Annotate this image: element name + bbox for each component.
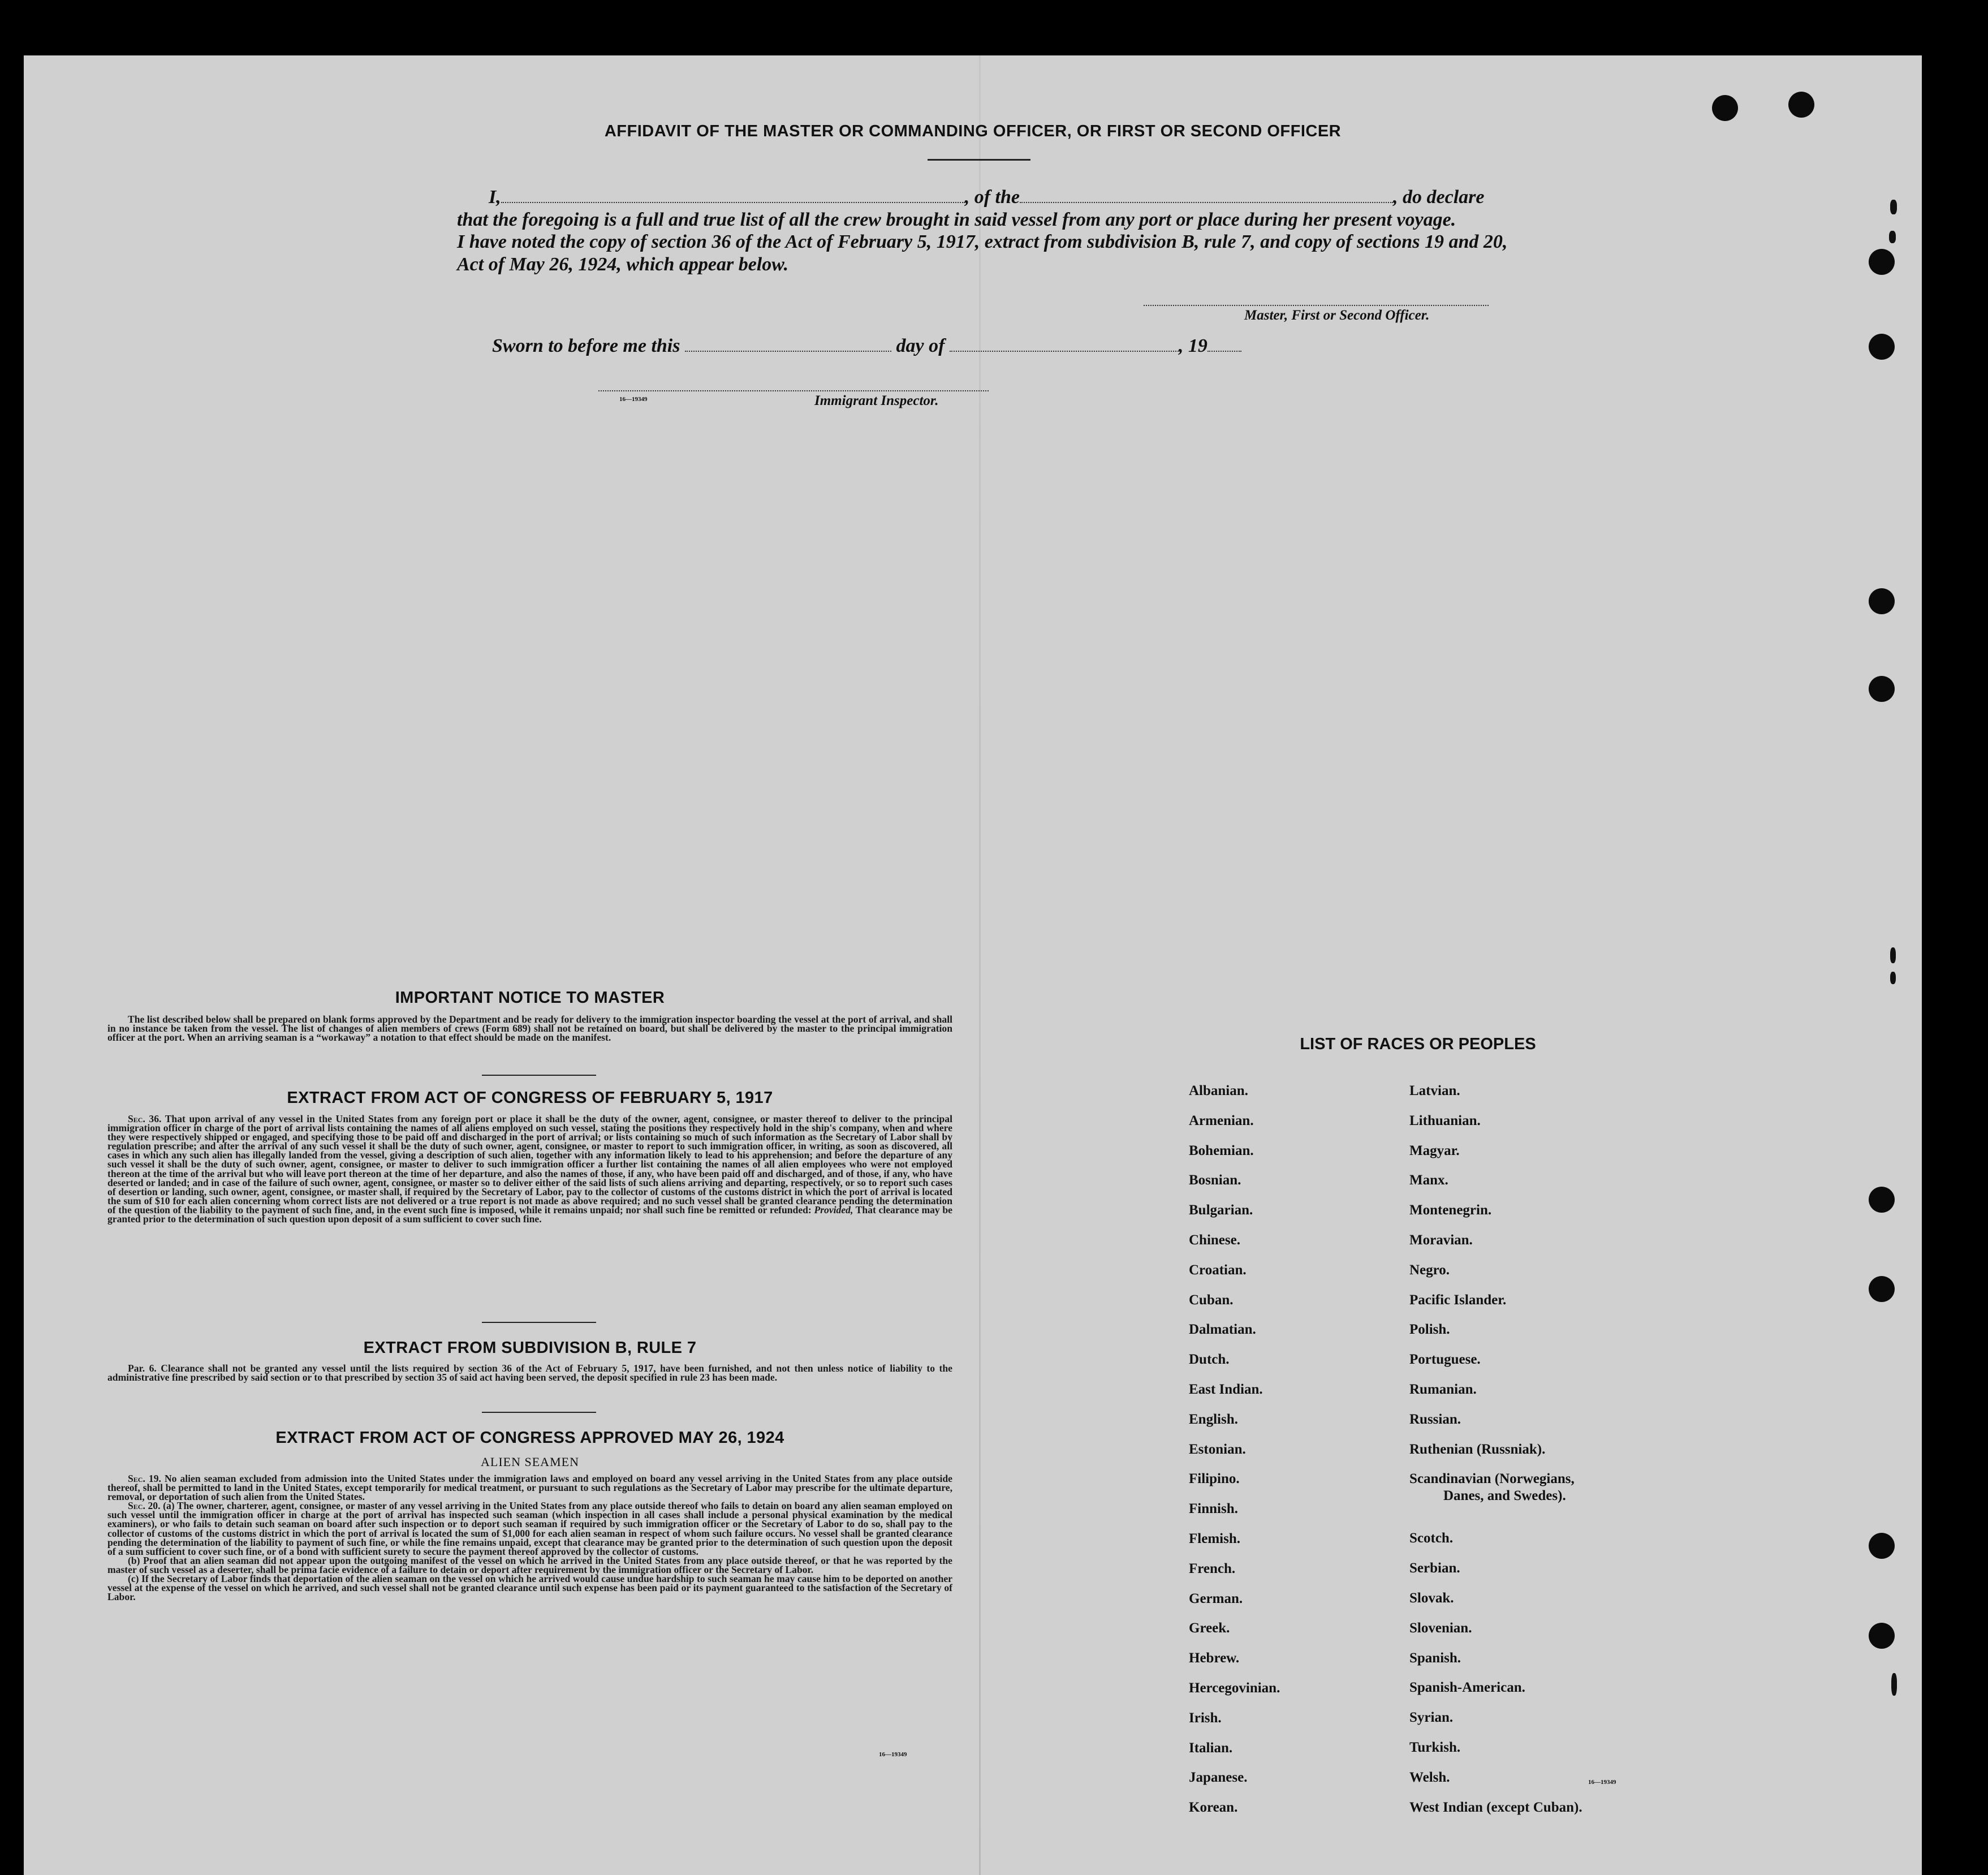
race-item: Flemish. xyxy=(1189,1531,1240,1546)
race-item: Cuban. xyxy=(1189,1292,1234,1308)
punch-hole xyxy=(1869,334,1895,360)
race-item: Spanish. xyxy=(1409,1650,1461,1666)
vessel-name-field[interactable] xyxy=(1020,188,1393,203)
race-item: Negro. xyxy=(1409,1262,1450,1278)
race-item: Rumanian. xyxy=(1409,1381,1477,1397)
race-item: Croatian. xyxy=(1189,1262,1247,1278)
race-item: Filipino. xyxy=(1189,1471,1240,1487)
sec-20-label: Sec. 20. xyxy=(128,1500,161,1512)
punch-hole xyxy=(1869,1533,1895,1559)
race-item: Finnish. xyxy=(1189,1501,1238,1517)
race-item: Montenegrin. xyxy=(1409,1202,1492,1218)
declarant-name-field[interactable] xyxy=(501,188,965,203)
sec-36-text: That upon arrival of any vessel in the United States from any foreign port or place it shall be the duty of the owner, agent, consignee, or master thereof to deliver to the principal immigration officer in charge of the port of arrival lists containing the names of all aliens employed on such vessel, stating the positions they respectively hold in the ship's company, when and where they were respectively shipped or engaged, and specifying those to be paid off and discharged in the port of arrival; or lists containing so much of such information as the Secretary of Labor shall by regulation prescribe; and after the arrival of any such vessel it shall be the duty of such owner, agent, consignee, or master to report to such immigration officer, in writing, as soon as discovered, all cases in which any such alien has illegally landed from the vessel, giving a description of such alien, together with any information likely to lead to his apprehension; and before the departure of any such vessel it shall be the duty of such owner, agent, consignee, or master to deliver to such immigration officer a further list containing the names of all alien employees who were not employed thereon at the time of the arrival but who will leave port thereon at the time of her departure, and also the names of those, if any, who have been paid off and discharged, and of those, if any, who have deserted or landed; and in case of the failure of such owner, agent, consignee, or master so to deliver either of the said lists of such aliens arriving and departing, respectively, or so to report such cases of desertion or landing, such owner, agent, consignee, or master shall, if required by the Secretary of Labor, pay to the collector of customs of the customs district in which the port of arrival is located the sum of $10 for each alien concerning whom correct lists are not delivered or a true report is not made as above required; and no such vessel shall be granted clearance pending the determination of the question of the liability to the payment of such fine, and, in the event such fine is imposed, while it remains unpaid; nor shall such fine be remitted or refunded: xyxy=(107,1113,952,1215)
race-item: English. xyxy=(1189,1411,1238,1427)
page-fold-separator xyxy=(979,55,981,1875)
inspector-signature-label: Immigrant Inspector. xyxy=(814,393,939,408)
punch-hole xyxy=(1712,95,1738,121)
ink-mark xyxy=(1889,231,1896,243)
punch-hole xyxy=(1869,1276,1895,1302)
race-item: Greek. xyxy=(1189,1620,1230,1636)
proviso-word: Provided, xyxy=(814,1204,853,1215)
race-item: Welsh. xyxy=(1409,1769,1450,1785)
ink-mark xyxy=(1890,947,1896,963)
form-number-right: 16—19349 xyxy=(1588,1779,1616,1786)
sworn-month-field[interactable] xyxy=(950,337,1179,352)
race-item: Serbian. xyxy=(1409,1561,1460,1576)
affidavit-line-4: Act of May 26, 1924, which appear below. xyxy=(457,254,789,275)
race-item: Scandinavian (Norwegians, xyxy=(1409,1471,1575,1487)
race-item: French. xyxy=(1189,1561,1236,1576)
manifest-page-back xyxy=(24,55,1922,1875)
rule-7-title: EXTRACT FROM SUBDIVISION B, RULE 7 xyxy=(363,1339,697,1357)
notice-title: IMPORTANT NOTICE TO MASTER xyxy=(395,989,665,1007)
notice-paragraph xyxy=(107,1015,952,1042)
punch-hole xyxy=(1869,1187,1895,1213)
race-item: Irish. xyxy=(1189,1710,1222,1726)
notice-text: The list described below shall be prepared on blank forms approved by the Department and be ready for delivery to the immigration inspector boarding the vessel at the port of arrival, and shall in no instance be taken from the vessel. The list of changes of alien members of crews (Form 689) shall not be retained on board, but shall be delivered by the master to the principal immigration officer at the port. When an arriving seaman is a “workaway” a notation to that effect should be made on the manifest. xyxy=(107,1014,952,1044)
sec-36-label: Sec. 36. xyxy=(128,1113,162,1124)
race-item: Polish. xyxy=(1409,1322,1450,1338)
proviso-text: That clearance may be granted prior to the determination of such question upon deposit of a sum sufficient to cover such fine. xyxy=(107,1204,952,1225)
race-item: Albanian. xyxy=(1189,1083,1248,1098)
race-item: Armenian. xyxy=(1189,1113,1254,1128)
alien-seamen-subtitle: ALIEN SEAMEN xyxy=(481,1455,579,1469)
sworn-year-field[interactable] xyxy=(1208,337,1241,352)
races-title: LIST OF RACES OR PEOPLES xyxy=(1300,1035,1536,1053)
race-item: Danes, and Swedes). xyxy=(1443,1488,1566,1504)
race-item: Dalmatian. xyxy=(1189,1322,1256,1338)
race-item: Turkish. xyxy=(1409,1739,1461,1755)
race-item: West Indian (except Cuban). xyxy=(1409,1799,1582,1815)
ink-mark xyxy=(1890,972,1896,984)
race-item: Hercegovinian. xyxy=(1189,1680,1280,1696)
sec-20b-paragraph: (b) Proof that an alien seaman did not appear upon the outgoing manifest of the vessel on which he arrived in the United States from any place outside thereof, or that he was reported by the master of such vessel as a deserter, shall be prima facie evidence of a failure to detain or deport after requirement by the immigration officer or the Secretary of Labor. xyxy=(107,1554,952,1575)
race-item: Slovenian. xyxy=(1409,1620,1472,1636)
race-item: Hebrew. xyxy=(1189,1650,1240,1666)
of-the-text: , of the xyxy=(964,187,1020,208)
rule-7-text: Par. 6. Clearance shall not be granted any vessel until the lists required by section 36 of the Act of February 5, 1917, have been furnished, and not then unless notice of liability to the administrative fine prescribed by said section or to that prescribed by section 35 of said act having been served, the deposit specified in rule 23 has been made. xyxy=(107,1363,952,1383)
day-of-text: day of xyxy=(896,335,945,356)
race-item: Manx. xyxy=(1409,1173,1448,1188)
race-item: Scotch. xyxy=(1409,1531,1454,1546)
affidavit-title: AFFIDAVIT OF THE MASTER OR COMMANDING OFFICER, OR FIRST OR SECOND OFFICER xyxy=(604,122,1342,140)
race-item: Latvian. xyxy=(1409,1083,1460,1098)
extract-1917-paragraph xyxy=(107,1114,952,1223)
race-item: Moravian. xyxy=(1409,1232,1473,1248)
title-rule xyxy=(928,159,1030,161)
divider-3 xyxy=(482,1412,596,1413)
punch-hole xyxy=(1869,249,1895,275)
race-item: Bulgarian. xyxy=(1189,1202,1253,1218)
extract-1924-paragraphs xyxy=(107,1474,952,1601)
form-number-left: 16—19349 xyxy=(879,1751,907,1758)
sworn-line xyxy=(492,335,1241,357)
ink-mark xyxy=(1891,1673,1897,1696)
race-item: Portuguese. xyxy=(1409,1352,1481,1368)
do-declare-text: , do declare xyxy=(1393,187,1485,208)
race-item: German. xyxy=(1189,1590,1243,1606)
races-left-column xyxy=(1189,1083,1280,1830)
sworn-prefix: Sworn to before me this xyxy=(492,335,680,356)
race-item: Italian. xyxy=(1189,1740,1233,1756)
rule-7-paragraph xyxy=(107,1364,952,1382)
race-item: Pacific Islander. xyxy=(1409,1292,1507,1308)
race-item: Magyar. xyxy=(1409,1143,1460,1158)
sec-20a-paragraph xyxy=(107,1501,952,1556)
punch-hole xyxy=(1869,1623,1895,1649)
punch-hole xyxy=(1788,92,1814,118)
form-number-top: 16—19349 xyxy=(619,396,648,403)
race-item: Syrian. xyxy=(1409,1710,1454,1726)
race-item: Bosnian. xyxy=(1189,1173,1241,1188)
race-item: Korean. xyxy=(1189,1800,1238,1816)
master-signature-label: Master, First or Second Officer. xyxy=(1244,308,1430,323)
punch-hole xyxy=(1869,676,1895,702)
race-item: Slovak. xyxy=(1409,1590,1454,1606)
sworn-day-field[interactable] xyxy=(685,337,891,352)
sec-19-paragraph xyxy=(107,1474,952,1501)
sec-20a-text: (a) The owner, charterer, agent, consignee, or master of any vessel arriving in the United States from any place outside thereof who fails to detain on board any alien seaman employed on such vessel until the immigration officer in charge at the port of arrival has inspected such seaman (which inspection in all cases shall include a personal physical examination by the medical examiners), or who fails to detain such seaman on board after such inspection or to deport such seaman if required by such immigration officer or the Secretary of Labor to do so, shall pay to the collector of customs of the customs district in which the port of arrival is located the sum of $1,000 for each alien seaman in respect of whom such failure occurs. No vessel shall be granted clearance pending the determination of the liability to payment of such fine, or while the fine remains unpaid, except that clearance may be granted prior to the determination of such question upon the deposit of a sum sufficient to cover such fine, or of a bond with sufficient surety to secure the payment thereof approved by the collector of customs. xyxy=(107,1500,952,1557)
race-item: Estonian. xyxy=(1189,1441,1246,1457)
race-item: East Indian. xyxy=(1189,1381,1263,1397)
race-item: Japanese. xyxy=(1189,1770,1248,1786)
affidavit-line-2: that the foregoing is a full and true list of all the crew brought in said vessel from any port or place during her present voyage. xyxy=(457,209,1456,230)
race-item: Ruthenian (Russniak). xyxy=(1409,1441,1546,1457)
master-signature-line[interactable] xyxy=(1144,305,1489,306)
race-item: Dutch. xyxy=(1189,1352,1230,1368)
extract-1917-title: EXTRACT FROM ACT OF CONGRESS OF FEBRUARY 5, 1917 xyxy=(287,1089,773,1107)
sec-19-text: No alien seaman excluded from admission into the United States under the immigration laws and employed on board any vessel arriving in the United States from any place outside thereof, shall be permitted to land in the United States, except temporarily for medical treatment, or pursuant to such regulations as the Secretary of Labor may prescribe for the ultimate departure, removal, or deportation of such alien from the United States. xyxy=(107,1473,952,1503)
ink-mark xyxy=(1890,200,1897,214)
punch-hole xyxy=(1869,588,1895,614)
extract-1924-title: EXTRACT FROM ACT OF CONGRESS APPROVED MAY 26, 1924 xyxy=(275,1429,784,1447)
race-item: Spanish-American. xyxy=(1409,1680,1525,1696)
declarant-prefix: I, xyxy=(489,187,501,208)
race-item: Bohemian. xyxy=(1189,1143,1254,1158)
race-item: Chinese. xyxy=(1189,1232,1240,1248)
race-item: Lithuanian. xyxy=(1409,1113,1481,1128)
divider-1 xyxy=(482,1075,596,1076)
sec-36-paragraph xyxy=(107,1114,952,1223)
affidavit-declaration-line xyxy=(489,187,1484,208)
sec-20c-paragraph: (c) If the Secretary of Labor finds that deportation of the alien seaman on the vessel on which he arrived would cause undue hardship to such seaman he may cause him to be deported on another vessel at the expense of the vessel on which he arrived, and such vessel shall not be granted clearance until such expense has been paid or its payment guaranteed to the satisfaction of the Secretary of Labor. xyxy=(107,1573,952,1603)
divider-2 xyxy=(482,1322,596,1323)
races-right-column xyxy=(1409,1083,1582,1829)
sec-19-label: Sec. 19. xyxy=(128,1473,161,1484)
race-item: Russian. xyxy=(1409,1411,1461,1427)
inspector-signature-line[interactable] xyxy=(598,390,989,391)
year-prefix: , 19 xyxy=(1178,335,1208,356)
affidavit-line-3: I have noted the copy of section 36 of the Act of February 5, 1917, extract from subdivision B, rule 7, and copy of sections 19 and 20, xyxy=(457,231,1508,252)
